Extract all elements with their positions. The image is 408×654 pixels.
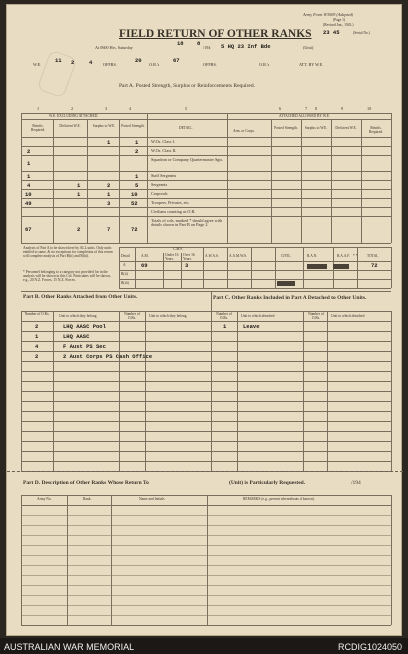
totals-label: Totals of cols. marked * should agree with details shown in Part B on Page 2. bbox=[151, 218, 223, 228]
table-rule bbox=[21, 555, 391, 556]
we-value-3: 4 bbox=[89, 59, 93, 66]
row-label: Corporals bbox=[151, 191, 168, 196]
part-c-unit: Leave bbox=[243, 323, 260, 330]
cell-value: 2 bbox=[107, 182, 111, 189]
cell-value: 1 bbox=[107, 191, 111, 198]
part-b-head: Number of O.Rs. bbox=[24, 312, 50, 316]
col-number: 8 bbox=[315, 106, 318, 111]
analysis-row-label: B(ii) bbox=[121, 272, 128, 276]
serial-number: 23 45 bbox=[323, 29, 340, 36]
we-value-2: 2 bbox=[71, 59, 75, 66]
part-c-num: 1 bbox=[223, 323, 227, 330]
table-rule bbox=[21, 515, 391, 516]
cell-value: 1 bbox=[77, 191, 81, 198]
table-rule bbox=[21, 189, 391, 190]
col-head-posted-r: Posted Strength. bbox=[274, 126, 298, 130]
table-rule bbox=[21, 495, 391, 496]
redaction-mark bbox=[333, 264, 349, 269]
row-label: W.Os. Class II. bbox=[151, 148, 177, 153]
table-rule bbox=[203, 247, 204, 288]
cell-value: 1 bbox=[27, 173, 31, 180]
att-allowed-heading: ATTACHED ALLOWED BY W.E. bbox=[279, 114, 330, 118]
analysis-note: Analysis of Part A to be shown here by ALL units. Only units entitled to same, & no exceptions for completion of this return will complete analysis of Part B(ii) and B(iii). bbox=[23, 246, 113, 258]
year-prefix: /194 bbox=[203, 45, 211, 50]
table-rule bbox=[21, 545, 391, 546]
table-rule bbox=[21, 207, 391, 208]
analysis-head: Over 16 Years. bbox=[183, 253, 195, 261]
col-head-reinfts-r: Reinfts. Required. bbox=[368, 126, 384, 134]
row-label: Squadron or Company Quartermaster Sgts. bbox=[151, 157, 224, 162]
redaction-mark bbox=[277, 281, 295, 286]
total-value: 7 bbox=[107, 226, 111, 233]
table-rule bbox=[119, 279, 391, 280]
col-head-reinfts: Reinfts. Required. bbox=[30, 124, 46, 132]
analysis-head: A.W.A.S. bbox=[205, 254, 219, 258]
part-b-num: 1 bbox=[35, 333, 39, 340]
analysis-head: Under 16 Years. bbox=[165, 253, 179, 261]
col-number: 7 bbox=[305, 106, 308, 111]
table-rule bbox=[21, 605, 391, 606]
table-rule bbox=[21, 411, 391, 412]
col-head-posted: Posted Strength. bbox=[121, 124, 145, 128]
archive-name: AUSTRALIAN WAR MEMORIAL bbox=[4, 642, 135, 652]
col-number: 5 bbox=[185, 106, 188, 111]
cell-value: 1 bbox=[77, 182, 81, 189]
table-rule bbox=[21, 113, 22, 243]
part-b-num: 2 bbox=[35, 353, 39, 360]
part-a-title: Part A. Posted Strength, Surplus or Reinforcements Required. bbox=[119, 83, 255, 89]
form-number: Army Form W3009 (Adapted) bbox=[303, 12, 354, 17]
row-label: W.Os. Class I. bbox=[151, 139, 175, 144]
col-number: 9 bbox=[341, 106, 344, 111]
row-label: Staff Sergeants bbox=[151, 173, 177, 178]
table-rule bbox=[119, 247, 120, 288]
table-rule bbox=[119, 247, 391, 248]
date-month: 8 bbox=[197, 40, 201, 47]
table-rule bbox=[227, 247, 228, 288]
table-rule bbox=[21, 351, 391, 352]
table-rule bbox=[21, 198, 391, 199]
table-rule bbox=[21, 146, 391, 147]
detail-heading: DETAIL. bbox=[179, 126, 193, 130]
analysis-head: TOTAL bbox=[367, 254, 379, 258]
part-c-head: Unit to which detached bbox=[331, 314, 365, 318]
total-value: 2 bbox=[77, 226, 81, 233]
table-rule bbox=[21, 451, 391, 452]
part-c-head: Number of O.Rs. bbox=[216, 312, 232, 320]
table-rule bbox=[251, 247, 252, 288]
row-label: Civilians counting as O.R. bbox=[151, 209, 196, 214]
part-b-unit: LHQ AASC bbox=[63, 333, 90, 340]
table-rule bbox=[275, 247, 276, 288]
table-rule bbox=[21, 216, 391, 217]
cell-value: 4 bbox=[27, 182, 31, 189]
we-value: 11 bbox=[55, 57, 62, 64]
cell-value: 10 bbox=[25, 191, 32, 198]
table-rule bbox=[21, 180, 391, 181]
table-rule bbox=[21, 401, 391, 402]
row-label: Troopers, Privates, etc. bbox=[151, 200, 190, 205]
col-head-deficient: Deficient W.E. bbox=[59, 124, 81, 128]
table-rule bbox=[391, 113, 392, 243]
part-d-head: REMARKS (e.g., present whereabouts if known). bbox=[243, 497, 315, 501]
table-rule bbox=[21, 171, 391, 172]
analysis-row-label: Detail bbox=[121, 254, 130, 258]
analysis-head: A.A.M.W.S. bbox=[229, 254, 247, 258]
table-rule bbox=[87, 119, 88, 243]
table-rule bbox=[119, 288, 391, 289]
table-rule bbox=[21, 431, 391, 432]
table-rule bbox=[21, 341, 391, 342]
total-value: 67 bbox=[25, 226, 32, 233]
part-d-unit-label: (Unit) is Particularly Requested. bbox=[229, 480, 306, 486]
cell-value: 49 bbox=[25, 200, 32, 207]
table-rule bbox=[21, 137, 391, 138]
col-head-surplus-r: Surplus to W.E. bbox=[304, 126, 328, 130]
serial-label: (Serial No.) bbox=[353, 31, 370, 35]
table-rule bbox=[181, 253, 182, 288]
analysis-head: CIVIL bbox=[281, 254, 291, 258]
analysis-value: 69 bbox=[141, 262, 148, 269]
at-hours-label: At 0600 Hrs. Saturday bbox=[95, 45, 133, 50]
table-rule bbox=[303, 247, 304, 288]
table-rule bbox=[21, 311, 391, 312]
part-b-unit: F Aust PS Sec bbox=[63, 343, 106, 350]
table-rule bbox=[21, 291, 391, 292]
table-rule bbox=[21, 119, 391, 120]
part-c-title: Part C. Other Ranks Included in Part A Detached to Other Units. bbox=[213, 295, 367, 301]
analysis-head: A.M. bbox=[141, 254, 149, 258]
analysis-note-2: * Personnel belonging to a category not provided for in the analysis will be shown in this Col. Particulars will be shown, e.g., 20 N.Z. Forces, 15 N.Z. Forces. bbox=[23, 270, 111, 282]
table-rule bbox=[21, 595, 391, 596]
col-number: 1 bbox=[37, 106, 40, 111]
part-b-head: Unit to which they belong bbox=[149, 314, 187, 318]
table-rule bbox=[163, 253, 164, 288]
table-rule bbox=[21, 331, 391, 332]
col-number: 4 bbox=[129, 106, 132, 111]
cell-value: 1 bbox=[27, 160, 31, 167]
offrs-label: OFFRS. bbox=[103, 62, 117, 67]
col-head-arm: Arm. or Corps. bbox=[233, 129, 255, 133]
table-rule bbox=[21, 155, 391, 156]
table-rule bbox=[21, 575, 391, 576]
part-d-title: Part D. Description of Other Ranks Whose Return To bbox=[23, 480, 149, 486]
cell-value: 10 bbox=[131, 191, 138, 198]
table-rule bbox=[301, 119, 302, 243]
analysis-row-label: A bbox=[123, 263, 126, 267]
table-rule bbox=[21, 243, 391, 244]
page-title: FIELD RETURN OF OTHER RANKS bbox=[119, 28, 312, 40]
cell-value: 1 bbox=[135, 139, 139, 146]
table-rule bbox=[21, 525, 391, 526]
cell-value: 2 bbox=[27, 148, 31, 155]
table-rule bbox=[135, 247, 136, 288]
analysis-head: R.A.A.F. bbox=[337, 254, 350, 258]
archive-footer bbox=[0, 638, 408, 654]
table-rule bbox=[21, 381, 391, 382]
part-d-head: Rank. bbox=[83, 497, 92, 501]
ors-label: O.R.'s bbox=[149, 62, 160, 67]
table-rule bbox=[361, 119, 362, 243]
col-head-surplus: Surplus to W.E. bbox=[92, 124, 116, 128]
table-rule bbox=[21, 615, 391, 616]
table-rule bbox=[271, 119, 272, 243]
archive-id: RCDIG1024050 bbox=[337, 642, 402, 652]
cell-value: 1 bbox=[135, 173, 139, 180]
unit-label: (Unit) bbox=[303, 45, 314, 50]
part-b-unit: 2 Aust Corps PS Cash Office bbox=[63, 353, 153, 360]
part-b-num: 4 bbox=[35, 343, 39, 350]
part-c-head: Number of O.Rs. bbox=[308, 312, 324, 320]
part-b-head: Unit to which they belong bbox=[59, 314, 97, 318]
table-rule bbox=[21, 441, 391, 442]
analysis-value: 3 bbox=[185, 262, 189, 269]
analysis-head: * * bbox=[353, 254, 358, 258]
col-number: 10 bbox=[367, 106, 372, 111]
part-d-year: /194 bbox=[351, 480, 361, 486]
we-label: W.E. bbox=[33, 62, 42, 67]
cell-value: 2 bbox=[135, 148, 139, 155]
part-b-title: Part B. Other Ranks Attached from Other Units. bbox=[23, 294, 138, 300]
offrs-label-2: OFFRS. bbox=[203, 62, 217, 67]
table-rule bbox=[147, 113, 148, 243]
analysis-row-label: B(iii) bbox=[121, 281, 129, 285]
row-label: Sergeants bbox=[151, 182, 168, 187]
analysis-value: 72 bbox=[371, 262, 378, 269]
part-b-unit: LHQ AASC Pool bbox=[63, 323, 106, 330]
date-day: 18 bbox=[177, 40, 184, 47]
table-rule bbox=[21, 461, 391, 462]
table-rule bbox=[391, 495, 392, 625]
table-rule bbox=[21, 585, 391, 586]
total-value: 72 bbox=[131, 226, 138, 233]
unit-value: 5 HQ 23 Inf Bde bbox=[221, 43, 271, 50]
col-number: 6 bbox=[279, 106, 282, 111]
table-rule bbox=[119, 119, 120, 243]
page-number: (Page 1) bbox=[333, 18, 346, 22]
att-label: ATT. BY W.E. bbox=[299, 62, 324, 67]
table-rule bbox=[391, 247, 392, 288]
col-head-deficient-r: Deficient W.E. bbox=[335, 126, 357, 130]
table-rule bbox=[21, 505, 391, 506]
redaction-mark bbox=[307, 264, 327, 269]
part-b-num: 2 bbox=[35, 323, 39, 330]
table-rule bbox=[21, 421, 391, 422]
cmf-heading: C.M.F. bbox=[173, 247, 183, 251]
table-rule bbox=[391, 311, 392, 471]
table-rule bbox=[227, 113, 228, 243]
we-excl-heading: W.E. EXCLUDING ATTACHED. bbox=[49, 114, 99, 118]
ors-label-2: O.R.'s bbox=[259, 62, 270, 67]
col-number: 3 bbox=[105, 106, 108, 111]
cell-value: 5 bbox=[135, 182, 139, 189]
table-rule bbox=[21, 321, 391, 322]
part-c-head: Unit to which detached bbox=[241, 314, 275, 318]
cell-value: 1 bbox=[107, 139, 111, 146]
table-rule bbox=[119, 270, 391, 271]
part-d-head: Army No. bbox=[37, 497, 52, 501]
col-number: 2 bbox=[71, 106, 74, 111]
table-rule bbox=[21, 535, 391, 536]
table-rule bbox=[21, 391, 391, 392]
table-rule bbox=[21, 361, 391, 362]
table-rule bbox=[21, 625, 391, 626]
offrs-value: 20 bbox=[135, 57, 142, 64]
form-sheet bbox=[6, 4, 402, 636]
table-rule bbox=[119, 261, 391, 262]
analysis-head: R.A.N. bbox=[307, 254, 318, 258]
table-rule bbox=[21, 371, 391, 372]
fold-line bbox=[7, 471, 403, 472]
table-rule bbox=[21, 565, 391, 566]
table-rule bbox=[331, 119, 332, 243]
part-d-head: Name and Initials bbox=[139, 497, 165, 501]
cell-value: 3 bbox=[107, 200, 111, 207]
revised-date: (Revised Jan., 1943.) bbox=[323, 23, 354, 27]
ors-value: 67 bbox=[173, 57, 180, 64]
part-b-head: Number of O.Rs. bbox=[124, 312, 140, 320]
cell-value: 52 bbox=[131, 200, 138, 207]
table-rule bbox=[53, 119, 54, 243]
